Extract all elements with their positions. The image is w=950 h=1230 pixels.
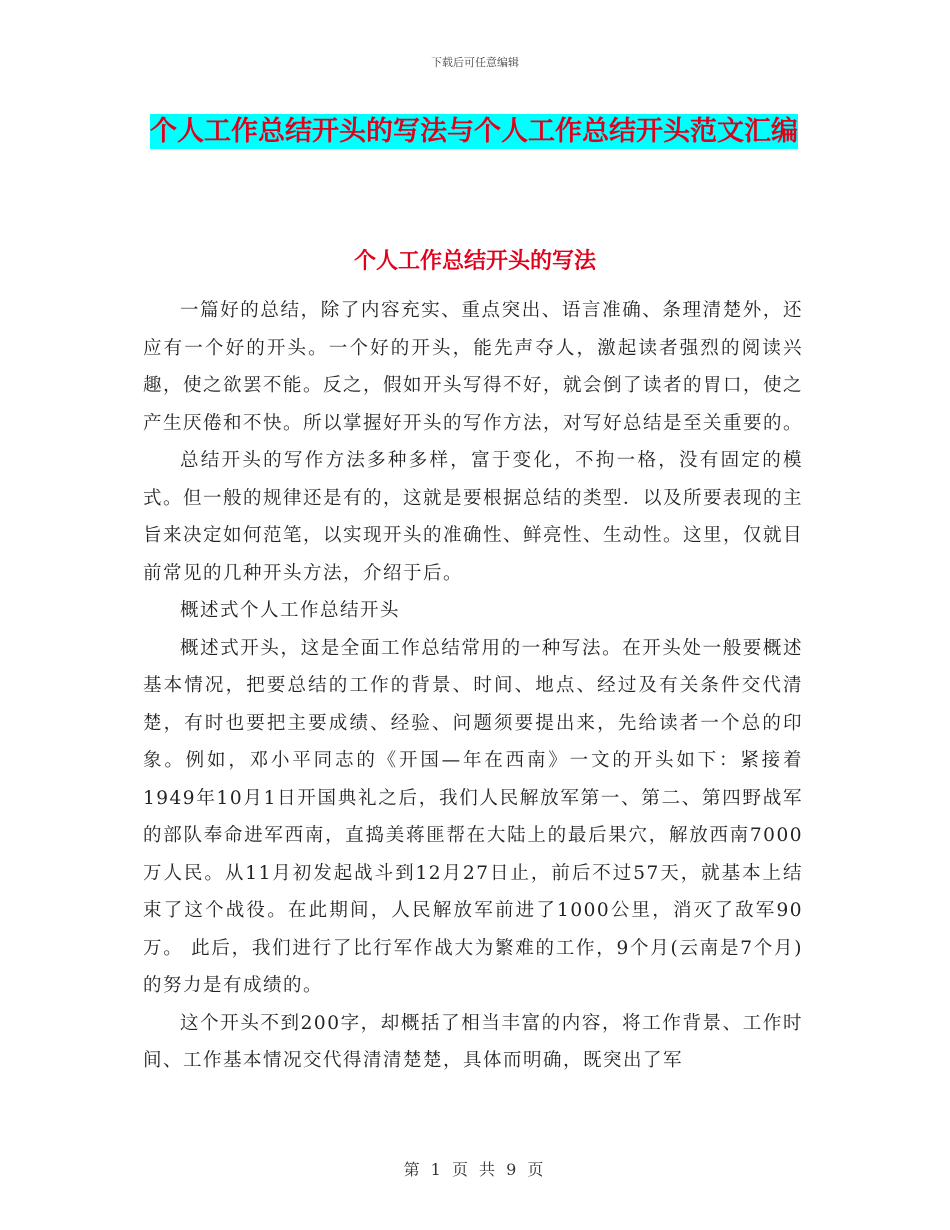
paragraph-1: 一篇好的总结，除了内容充实、重点突出、语言准确、条理清楚外，还应有一个好的开头。一个好的开头，能先声夺人，激起读者强烈的阅读兴趣，使之欲罢不能。反之，假如开头写得不好，就会倒了读者的胃口，使之产生厌倦和不快。所以掌握好开头的写作方法，对写好总结是至关重要的。 (143, 300, 804, 434)
paragraph-4: 这个开头不到200字，却概括了相当丰富的内容，将工作背景、工作时间、工作基本情况交代得清清楚楚，具体而明确，既突出了军 (143, 1012, 803, 1071)
document-title-text: 个人工作总结开头的写法与个人工作总结开头范文汇编 (150, 116, 798, 147)
paragraph-3: 概述式开头，这是全面工作总结常用的一种写法。在开头处一般要概述基本情况，把要总结的工作的背景、时间、地点、经过及有关条件交代清楚，有时也要把主要成绩、经验、问题须要提出来，先给读者一个总的印象。例如，邓小平同志的《开国—年在西南》一文的开头如下：紧接着1949年10月1日开国典礼之后，我们人民解放军第一、第二、第四野战军的部队奉命进军西南，直捣美蒋匪帮在大陆上的最后果穴，解放西南7000万人民。从11月初发起战斗到12月27日止，前后不过57天，就基本上结束了这个战役。在此期间，人民解放军前进了1000公里，消灭了敌军90万。 此后，我们进行了比行军作战大为繁难的工作，9个月(云南是7个月)的努力是有成绩的。 (143, 637, 803, 996)
page-header-note: 下载后可任意编辑 (431, 56, 519, 69)
body-text (143, 292, 803, 1080)
subheading-overview-opening: 概述式个人工作总结开头 (180, 600, 401, 621)
section-title: 个人工作总结开头的写法 (353, 249, 596, 274)
document-title (140, 108, 808, 156)
paragraph-2: 总结开头的写作方法多种多样，富于变化，不拘一格，没有固定的模式。但一般的规律还是有的，这就是要根据总结的类型．以及所要表现的主旨来决定如何范笔，以实现开头的准确性、鲜亮性、生动性。这里，仅就目前常见的几种开头方法，介绍于后。 (143, 450, 804, 584)
page-number-footer: 第 1 页 共 9 页 (403, 1160, 547, 1179)
